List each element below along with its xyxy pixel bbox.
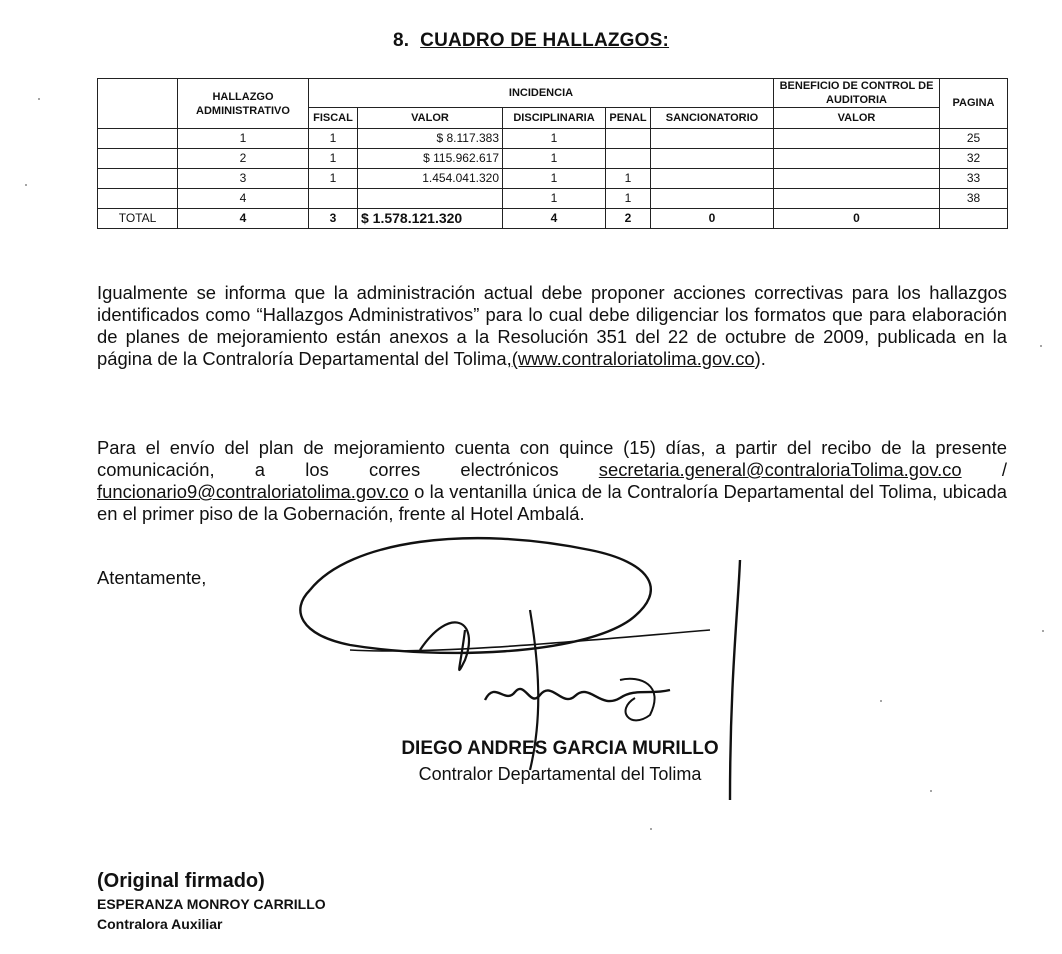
cell-fiscal: 1: [309, 149, 358, 169]
cell-sancionatorio: [651, 129, 774, 149]
cell-penal: 1: [606, 189, 651, 209]
cell-valor: 1.454.041.320: [358, 169, 503, 189]
cell-beneficio: [774, 189, 940, 209]
cell-disciplinaria: 1: [503, 149, 606, 169]
section-title: CUADRO DE HALLAZGOS:: [420, 30, 670, 51]
table-row: [98, 149, 1008, 169]
cell-fiscal: [309, 189, 358, 209]
section-number: 8.: [392, 30, 410, 51]
header-hallazgo: HALLAZGO ADMINISTRATIVO: [178, 79, 309, 129]
cell-beneficio: [774, 129, 940, 149]
closing-salutation: Atentamente,: [97, 567, 207, 588]
auxiliary-name: ESPERANZA MONROY CARRILLO: [97, 896, 326, 912]
scan-speck: [1042, 630, 1044, 632]
scan-speck: [650, 828, 652, 830]
total-disciplinaria: 4: [503, 209, 606, 229]
cell-disciplinaria: 1: [503, 129, 606, 149]
findings-table: [97, 78, 1008, 229]
cell-fiscal: 1: [309, 129, 358, 149]
total-fiscal: 3: [309, 209, 358, 229]
total-penal: 2: [606, 209, 651, 229]
total-pagina: [940, 209, 1008, 229]
scan-speck: [930, 790, 932, 792]
header-blank: [98, 79, 178, 129]
signer-role: Contralor Departamental del Tolima: [418, 764, 702, 784]
website-link[interactable]: (www.contraloriatolima.gov.co: [511, 348, 755, 369]
header-disciplinaria: DISCIPLINARIA: [503, 108, 606, 129]
cell-valor: $ 8.117.383: [358, 129, 503, 149]
header-valor: VALOR: [358, 108, 503, 129]
scan-speck: [38, 98, 40, 100]
cell-disciplinaria: 1: [503, 169, 606, 189]
auxiliary-role: Contralora Auxiliar: [97, 916, 223, 932]
header-incidencia: INCIDENCIA: [309, 79, 774, 108]
cell-pagina: 32: [940, 149, 1008, 169]
cell-penal: [606, 149, 651, 169]
header-valor-beneficio: VALOR: [774, 108, 940, 129]
header-beneficio: BENEFICIO DE CONTROL DE AUDITORIA: [774, 79, 940, 108]
cell-pagina: 33: [940, 169, 1008, 189]
cell-pagina: 25: [940, 129, 1008, 149]
cell-disciplinaria: 1: [503, 189, 606, 209]
total-valor: $ 1.578.121.320: [358, 209, 503, 229]
total-sancionatorio: 0: [651, 209, 774, 229]
cell-beneficio: [774, 169, 940, 189]
cell-penal: 1: [606, 169, 651, 189]
header-penal: PENAL: [606, 108, 651, 129]
header-fiscal: FISCAL: [309, 108, 358, 129]
table-row: [98, 129, 1008, 149]
table-row: [98, 169, 1008, 189]
email-link-secretaria[interactable]: secretaria.general@contraloriaTolima.gov.co: [598, 459, 962, 480]
cell-fiscal: 1: [309, 169, 358, 189]
cell-hallazgo: 4: [178, 189, 309, 209]
original-signed-note: (Original firmado): [97, 870, 265, 892]
total-label: TOTAL: [98, 209, 178, 229]
cell-pagina: 38: [940, 189, 1008, 209]
header-sancionatorio: SANCIONATORIO: [651, 108, 774, 129]
cell-penal: [606, 129, 651, 149]
cell-hallazgo: 3: [178, 169, 309, 189]
cell-valor: [358, 189, 503, 209]
cell-sancionatorio: [651, 149, 774, 169]
email-link-funcionario[interactable]: funcionario9@contraloriatolima.gov.co: [97, 481, 409, 502]
scan-speck: [880, 700, 882, 702]
total-beneficio: 0: [774, 209, 940, 229]
header-pagina: PAGINA: [940, 79, 1008, 129]
paragraph-submission: Para el envío del plan de mejoramiento cuenta con quince (15) días, a partir del recibo de la presente comunicación, a los corres electrónicos secretaria.general@contraloriaTolima.gov.co / funcionario9@contraloriatolima.gov.co o la ventanilla única de la Contraloría Departamental del Tolima, ubicada en el primer piso de la Gobernación, frente al Hotel Ambalá.: [97, 437, 1007, 524]
cell-beneficio: [774, 149, 940, 169]
scan-speck: [1040, 345, 1042, 347]
cell-sancionatorio: [651, 169, 774, 189]
signer-name: DIEGO ANDRES GARCIA MURILLO: [401, 738, 719, 759]
total-row: [98, 209, 1008, 229]
cell-valor: $ 115.962.617: [358, 149, 503, 169]
table-row: [98, 189, 1008, 209]
total-hallazgo: 4: [178, 209, 309, 229]
paragraph-corrective-actions: Igualmente se informa que la administración actual debe proponer acciones correctivas para los hallazgos identificados como “Hallazgos Administrativos” para lo cual debe diligenciar los formatos que para elaboración de planes de mejoramiento están anexos a la Resolución 351 del 22 de octubre de 2009, publicada en la página de la Contraloría Departamental del Tolima,(www.contraloriatolima.gov.co).: [97, 282, 1007, 369]
cell-hallazgo: 2: [178, 149, 309, 169]
scan-speck: [25, 184, 27, 186]
section-heading: [0, 30, 1062, 52]
cell-sancionatorio: [651, 189, 774, 209]
cell-hallazgo: 1: [178, 129, 309, 149]
